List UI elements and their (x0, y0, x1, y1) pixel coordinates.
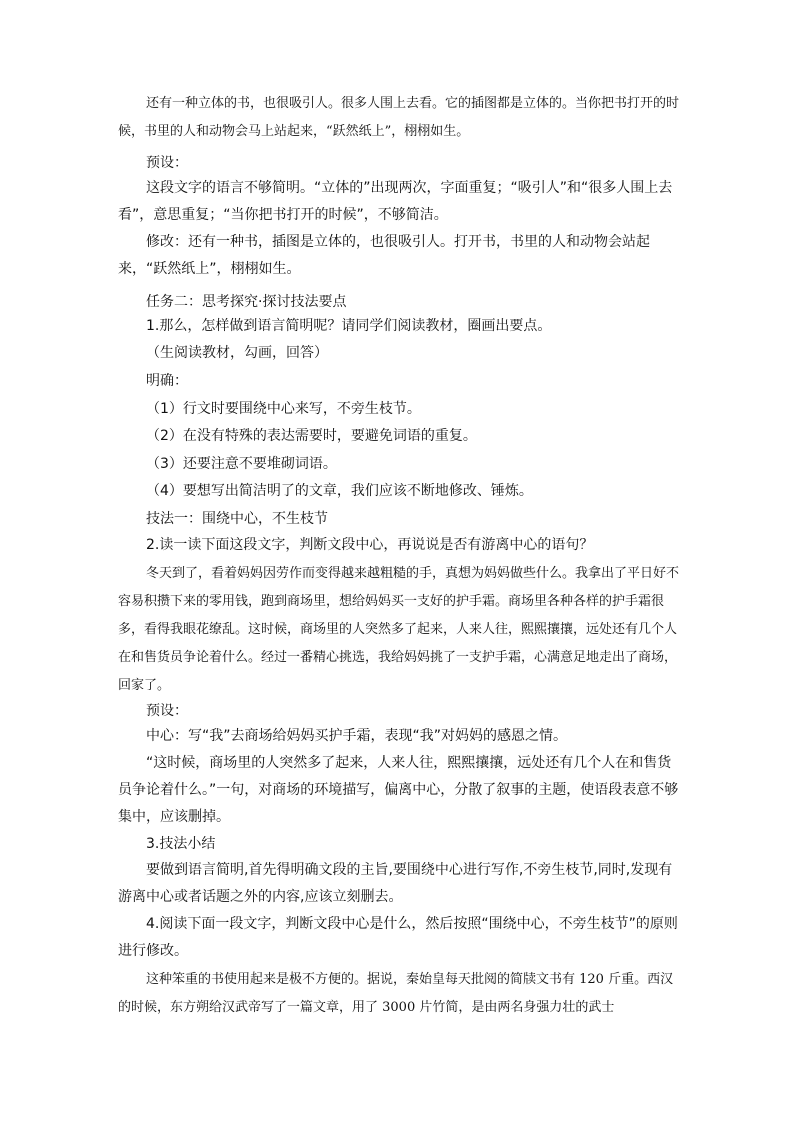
task-two-heading: 任务二：思考探究·探讨技法要点 (146, 294, 347, 310)
paragraph-revision: 修改：还有一种书，插图是立体的，也很吸引人。打开书，书里的人和动物会站起来，“跃然纸上”，栩栩如生。 (118, 234, 650, 277)
point-1: （1）行文时要围绕中心来写，不旁生枝节。 (146, 401, 421, 417)
paragraph-bamboo-books: 这种笨重的书使用起来是极不方便的。据说，秦始皇每天批阅的简牍文书有 120 斤重。西汉的时候，东方朔给汉武帝写了一篇文章，用了 3000 片竹简，是由两名身强力壮的武士 (118, 972, 674, 1015)
paragraph-summary: 要做到语言简明,首先得明确文段的主旨,要围绕中心进行写作,不旁生枝节,同时,发现有游离中心或者话题之外的内容,应该立刻删去。 (118, 862, 673, 905)
paragraph-center: 中心：写“我”去商场给妈妈买护手霜，表现“我”对妈妈的感恩之情。 (146, 728, 568, 744)
question-4: 4.阅读下面一段文字，判断文段中心是什么，然后按照“围绕中心，不旁生枝节”的原则进行修改。 (118, 916, 678, 959)
paragraph-deletion-reason: “这时候，商场里的人突然多了起来，人来人往，熙熙攘攘，远处还有几个人在和售货员争论着什么。”一句，对商场的环境描写，偏离中心，分散了叙事的主题，使语段表意不够集中，应该删掉。 (118, 755, 679, 825)
question-1-note: （生阅读教材，勾画，回答） (146, 345, 328, 361)
point-3: （3）还要注意不要堆砌词语。 (146, 456, 337, 472)
label-preset-1: 预设： (146, 155, 188, 171)
point-2: （2）在没有特殊的表达需要时，要避免词语的重复。 (146, 428, 477, 444)
question-3: 3.技法小结 (146, 836, 216, 852)
label-preset-2: 预设： (146, 703, 188, 719)
question-2: 2.读一读下面这段文字，判断文段中心，再说说是否有游离中心的语句？ (146, 537, 594, 553)
technique-one-heading: 技法一：围绕中心，不生枝节 (146, 511, 328, 527)
paragraph-pop-up-book: 还有一种立体的书，也很吸引人。很多人围上去看。它的插图都是立体的。当你把书打开的时候，书里的人和动物会马上站起来，“跃然纸上”，栩栩如生。 (118, 96, 680, 139)
question-1: 1.那么，怎样做到语言简明呢？请同学们阅读教材，圈画出要点。 (146, 318, 552, 334)
paragraph-analysis: 这段文字的语言不够简明。“立体的”出现两次，字面重复；“吸引人”和“很多人围上去看”，意思重复；“当你把书打开的时候”，不够简洁。 (118, 180, 673, 223)
label-clarify: 明确： (146, 373, 188, 389)
point-4: （4）要想写出简洁明了的文章，我们应该不断地修改、锤炼。 (146, 483, 533, 499)
paragraph-hand-cream-story: 冬天到了，看着妈妈因劳作而变得越来越粗糙的手，真想为妈妈做些什么。我拿出了平日好不容易积攒下来的零用钱，跑到商场里，想给妈妈买一支好的护手霜。商场里各种各样的护手霜很多，看得我眼花缭乱。这时候，商场里的人突然多了起来，人来人往，熙熙攘攘，远处还有几个人在和售货员争论着什么。经过一番精心挑选，我给妈妈挑了一支护手霜，心满意足地走出了商场，回家了。 (118, 566, 680, 693)
